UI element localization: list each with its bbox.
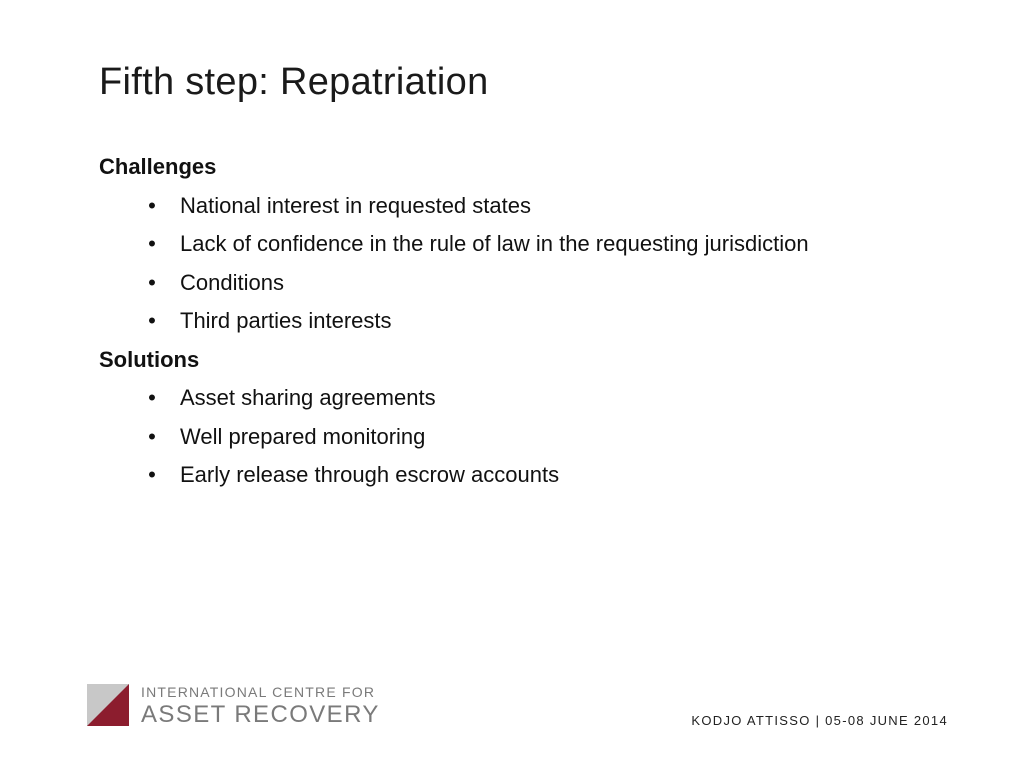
- list-item: [99, 302, 979, 341]
- list-item: [99, 418, 979, 457]
- list-item-text: Lack of confidence in the rule of law in the requesting jurisdiction: [180, 231, 809, 256]
- logo-line2: ASSET RECOVERY: [141, 701, 380, 728]
- list-item: [99, 187, 979, 226]
- bullet-icon: •: [148, 308, 156, 333]
- list-item-text: Third parties interests: [180, 308, 392, 333]
- bullet-icon: •: [148, 423, 156, 449]
- list-item-text: Early release through escrow accounts: [180, 462, 560, 487]
- bullet-icon: •: [148, 385, 156, 410]
- list-item: [99, 379, 979, 418]
- slide-content: [99, 148, 979, 495]
- list-item: [99, 264, 979, 303]
- list-item: [99, 456, 979, 495]
- list-item-text: Asset sharing agreements: [180, 385, 436, 410]
- section-heading-challenges: Challenges: [99, 154, 217, 179]
- logo-line1: INTERNATIONAL CENTRE FOR: [141, 684, 376, 700]
- challenges-list: [99, 187, 979, 341]
- bullet-icon: •: [148, 231, 156, 256]
- footer-text: KODJO ATTISSO | 05-08 JUNE 2014: [691, 713, 948, 728]
- list-item-text: National interest in requested states: [180, 192, 531, 218]
- section-heading-solutions: Solutions: [99, 346, 200, 372]
- list-item-text: Conditions: [180, 269, 284, 295]
- bullet-icon: •: [148, 192, 156, 218]
- bullet-icon: •: [148, 462, 156, 487]
- slide-title: Fifth step: Repatriation: [99, 61, 489, 103]
- icar-logo: [87, 684, 380, 730]
- list-item-text: Well prepared monitoring: [180, 423, 426, 449]
- logo-mark-icon: [87, 684, 129, 726]
- solutions-list: [99, 379, 979, 495]
- list-item: [99, 225, 979, 264]
- bullet-icon: •: [148, 269, 156, 295]
